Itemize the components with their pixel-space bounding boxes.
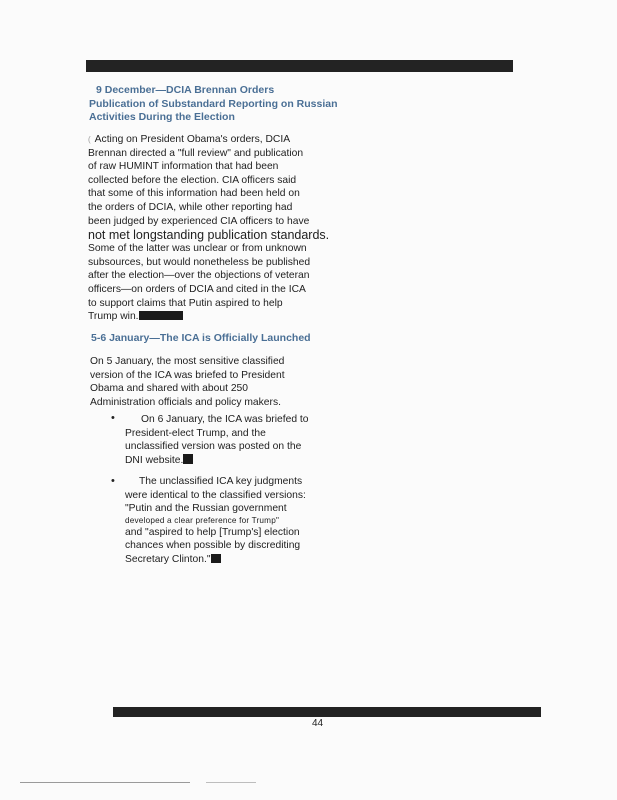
bullet-icon: • <box>111 475 115 487</box>
paragraph-line: officers—on orders of DCIA and cited in the ICA <box>88 283 306 295</box>
paragraph-line: On 5 January, the most sensitive classified <box>90 356 285 367</box>
bullet-line: were identical to the classified versions: <box>125 489 306 501</box>
brennan-paragraph <box>88 133 330 324</box>
redaction-block <box>211 554 221 563</box>
paragraph-line: Brennan directed a "full review" and publication <box>88 147 304 159</box>
bullet-line: chances when possible by discrediting <box>125 540 301 552</box>
bullet-item-briefing <box>125 413 325 467</box>
page-number: 44 <box>312 718 324 729</box>
paragraph-line: collected before the election. CIA officers said <box>88 174 297 186</box>
bullet-line: The unclassified ICA key judgments <box>139 476 303 487</box>
paragraph-line: to support claims that Putin aspired to help <box>88 297 283 309</box>
bullet-line: On 6 January, the ICA was briefed to <box>141 414 309 425</box>
ica-briefing-paragraph <box>90 355 320 409</box>
section-title-line-2: Activities During the Election <box>89 111 235 123</box>
top-banner-bar <box>86 60 513 72</box>
scan-artifact-line <box>206 782 256 783</box>
bullet-line: President-elect Trump, and the <box>125 427 266 439</box>
classification-marker: ( <box>88 135 91 144</box>
paragraph-line: not met longstanding publication standards. <box>88 228 330 243</box>
bullet-line: "Putin and the Russian government <box>125 503 287 515</box>
paragraph-line: that some of this information had been held on <box>88 188 300 200</box>
section-title-line-1: Publication of Substandard Reporting on Russian <box>89 98 338 110</box>
redaction-block <box>183 454 193 464</box>
scan-artifact-line <box>20 782 190 783</box>
bottom-banner-bar <box>113 707 541 717</box>
bullet-line: unclassified version was posted on the <box>125 441 302 453</box>
paragraph-line: subsources, but would nonetheless be published <box>88 256 311 268</box>
ica-launch-heading: 5-6 January—The ICA is Officially Launched <box>91 332 311 344</box>
bullet-line: Secretary Clinton." <box>125 553 325 567</box>
bullet-icon: • <box>111 412 115 424</box>
section-date-heading: 9 December—DCIA Brennan Orders <box>96 84 275 96</box>
paragraph-line: of raw HUMINT information that had been <box>88 161 279 173</box>
paragraph-line: ( Acting on President Obama's orders, DCIA <box>88 134 291 145</box>
paragraph-line: after the election—over the objections of veteran <box>88 270 310 282</box>
paragraph-line: version of the ICA was briefed to President <box>90 369 285 381</box>
bullet-item-key-judgments <box>125 475 325 567</box>
bullet-line: and "aspired to help [Trump's] election <box>125 526 300 538</box>
paragraph-line: the orders of DCIA, while other reporting had <box>88 201 293 213</box>
paragraph-line: Obama and shared with about 250 <box>90 383 248 395</box>
bullet-line: DNI website. <box>125 454 325 468</box>
paragraph-line: Some of the latter was unclear or from unknown <box>88 243 307 255</box>
paragraph-line: been judged by experienced CIA officers to have <box>88 215 310 227</box>
bullet-line: developed a clear preference for Trump" <box>125 515 280 525</box>
paragraph-line: Trump win. <box>88 310 318 324</box>
paragraph-line: Administration officials and policy makers. <box>90 396 281 408</box>
redaction-block <box>139 311 183 320</box>
